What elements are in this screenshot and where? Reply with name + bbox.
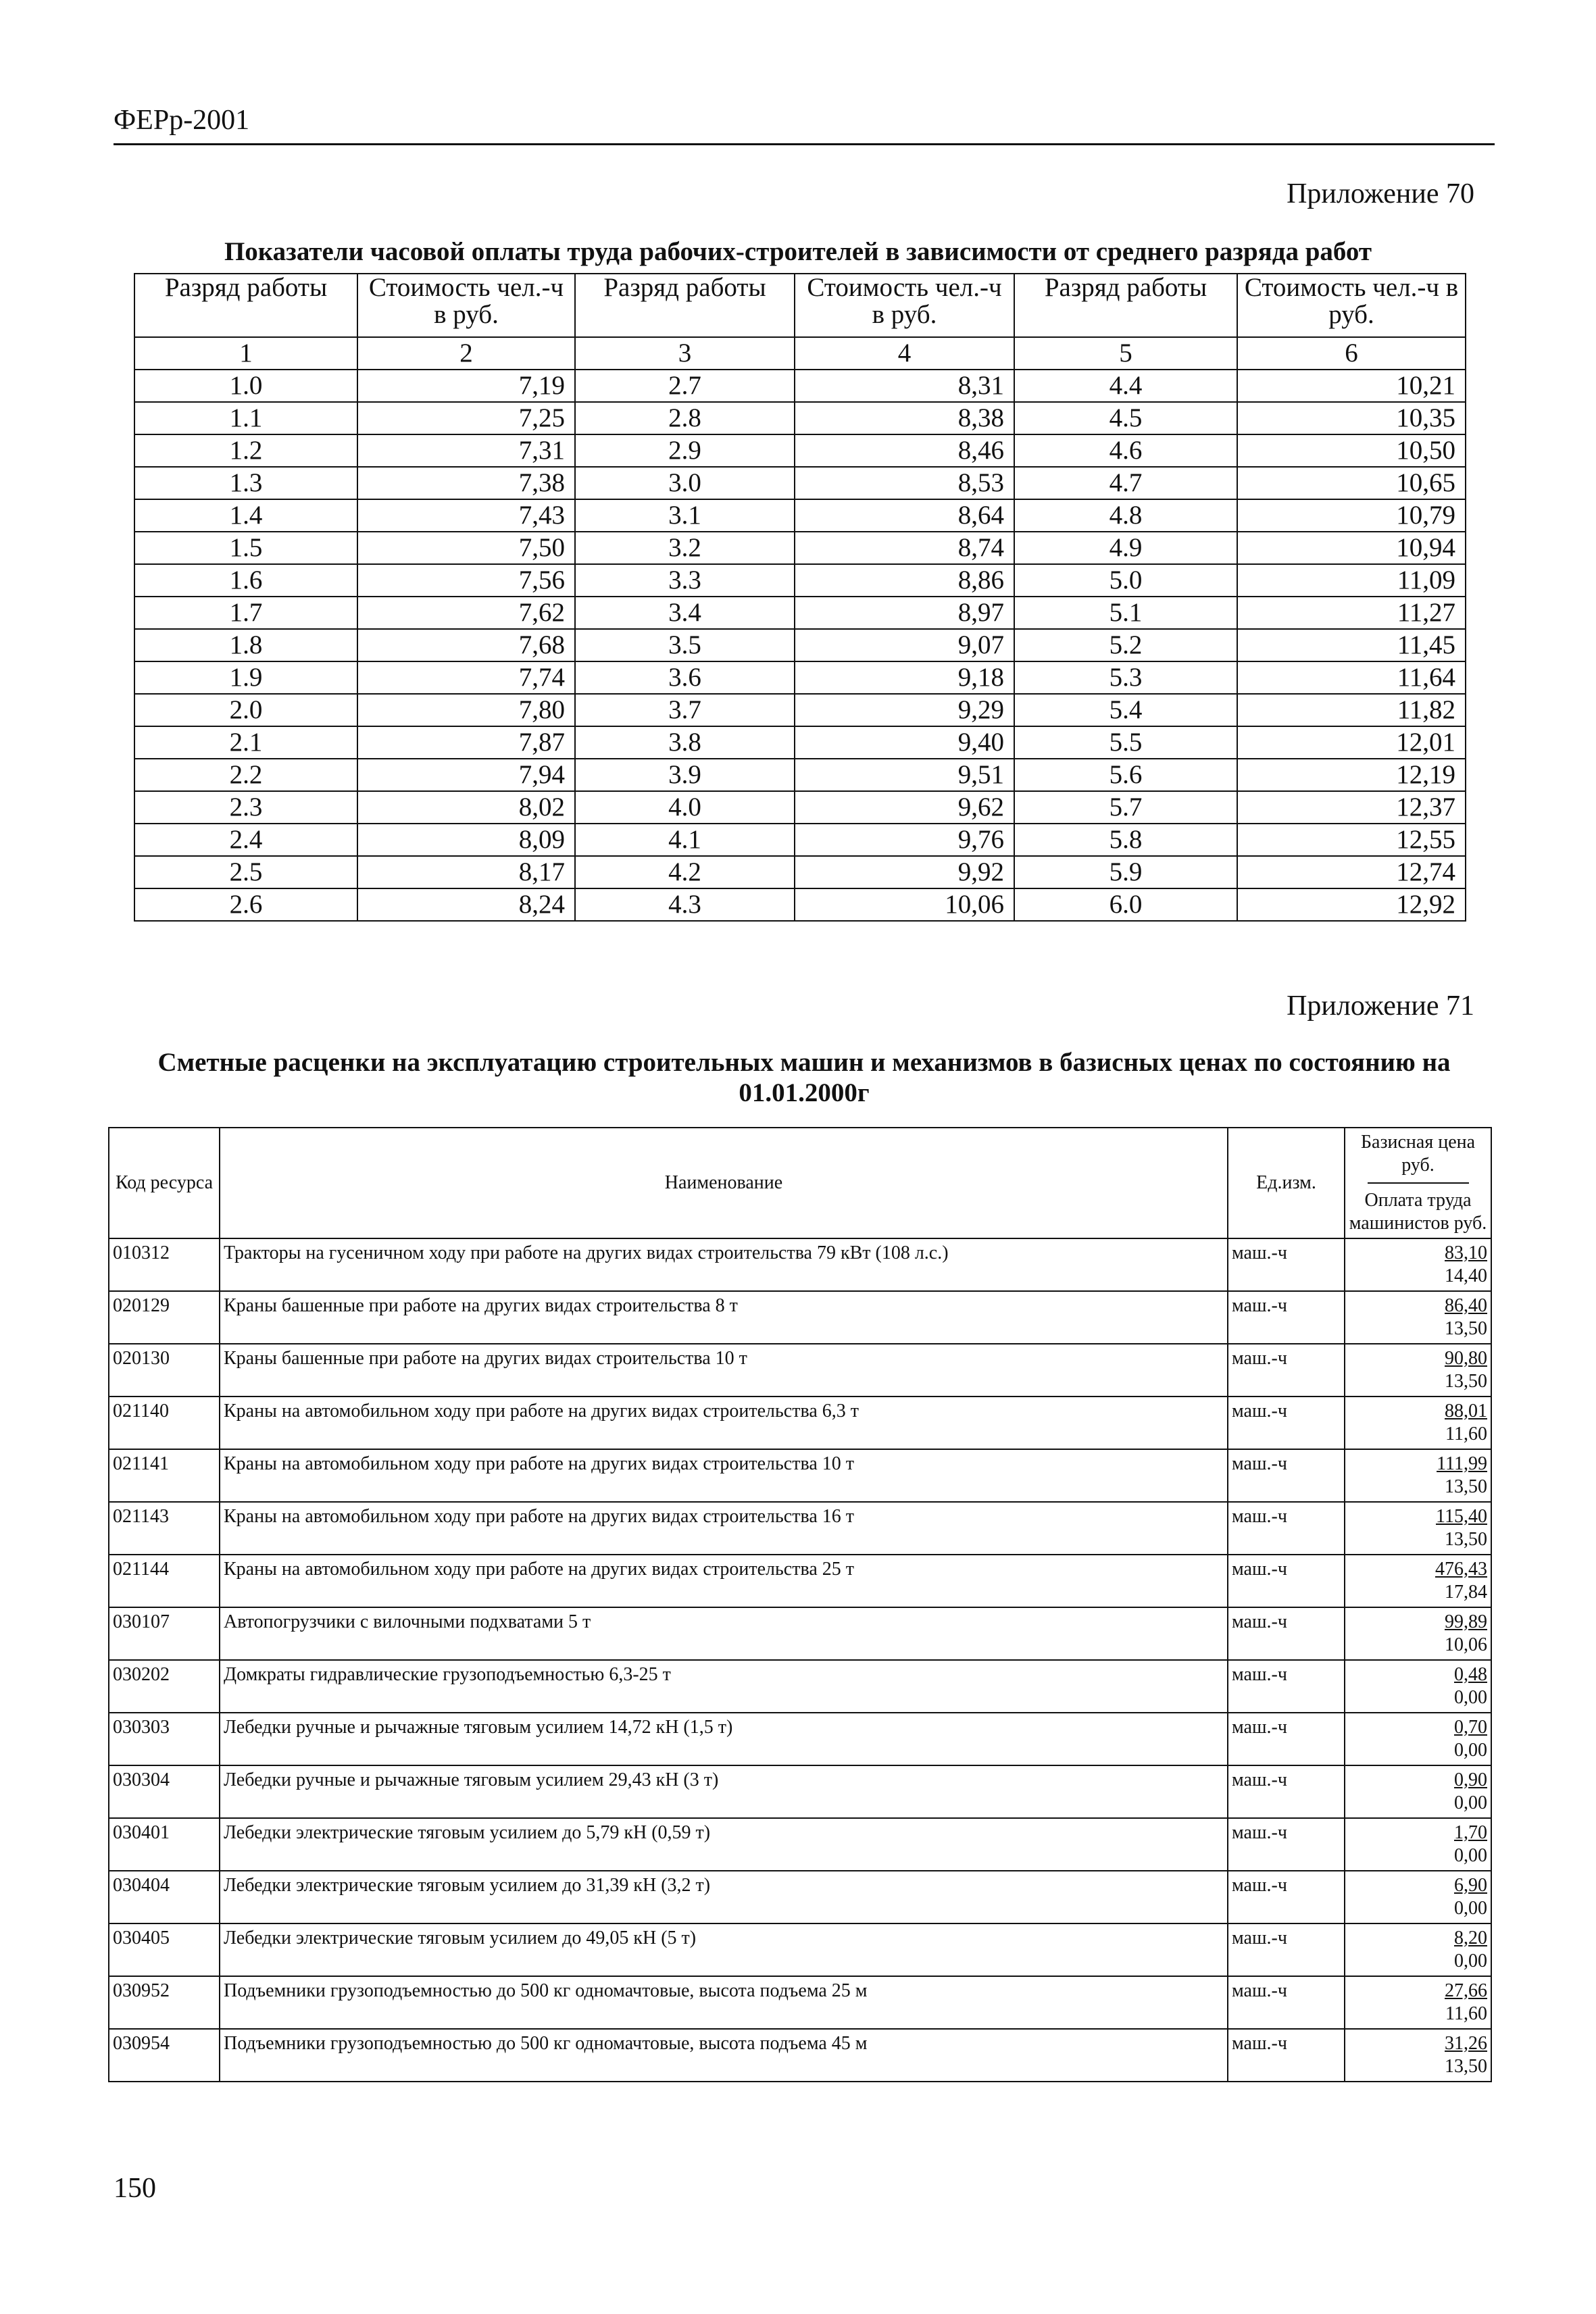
resource-code-cell: 021140 xyxy=(109,1397,220,1449)
header-cell: Разряд работы xyxy=(575,274,795,337)
table-header-row xyxy=(109,1128,1491,1238)
resource-name-cell: Краны на автомобильном ходу при работе на других видах строительства 16 т xyxy=(220,1502,1228,1555)
base-price xyxy=(1349,1558,1487,1581)
operator-wage: 11,60 xyxy=(1445,1424,1487,1444)
price-cell xyxy=(1345,1765,1491,1818)
resource-name-cell: Лебедки ручные и рычажные тяговым усилием 29,43 кН (3 т) xyxy=(220,1765,1228,1818)
wage-cell: 9,29 xyxy=(795,694,1014,726)
resource-code-cell: 021143 xyxy=(109,1502,220,1555)
wage-cell: 8,02 xyxy=(357,791,575,824)
base-price-value: 0,48 xyxy=(1454,1664,1487,1685)
base-price xyxy=(1349,1400,1487,1423)
base-price-value: 27,66 xyxy=(1445,1980,1487,2001)
header-name: Наименование xyxy=(220,1128,1228,1238)
price-cell xyxy=(1345,1660,1491,1713)
unit-cell: маш.-ч xyxy=(1228,1713,1345,1765)
unit-cell: маш.-ч xyxy=(1228,1818,1345,1871)
table-row xyxy=(134,402,1466,434)
wage-cell: 8,31 xyxy=(795,370,1014,402)
unit-cell: маш.-ч xyxy=(1228,1291,1345,1344)
grade-cell: 3.2 xyxy=(575,532,795,564)
operator-wage: 17,84 xyxy=(1445,1582,1487,1603)
base-price-value: 90,80 xyxy=(1445,1348,1487,1369)
table-row xyxy=(134,759,1466,791)
price-cell xyxy=(1345,1555,1491,1607)
operator-wage: 10,06 xyxy=(1445,1634,1487,1655)
appendix-70-label: Приложение 70 xyxy=(1287,178,1474,209)
wage-cell: 8,17 xyxy=(357,856,575,888)
unit-cell: маш.-ч xyxy=(1228,1397,1345,1449)
resource-name-cell: Краны на автомобильном ходу при работе на других видах строительства 10 т xyxy=(220,1449,1228,1502)
header-cell: Разряд работы xyxy=(134,274,357,337)
table-row xyxy=(134,694,1466,726)
unit-cell: маш.-ч xyxy=(1228,2029,1345,2082)
grade-cell: 1.6 xyxy=(134,564,357,597)
base-price-value: 88,01 xyxy=(1445,1401,1487,1422)
resource-code-cell: 030405 xyxy=(109,1923,220,1976)
price-cell xyxy=(1345,1713,1491,1765)
wage-cell: 8,86 xyxy=(795,564,1014,597)
table-row xyxy=(109,1291,1491,1344)
resource-name-cell: Автопогрузчики с вилочными подхватами 5 т xyxy=(220,1607,1228,1660)
grade-cell: 1.3 xyxy=(134,467,357,499)
wage-cell: 9,62 xyxy=(795,791,1014,824)
resource-code-cell: 030107 xyxy=(109,1607,220,1660)
base-price xyxy=(1349,1663,1487,1686)
base-price-value: 83,10 xyxy=(1445,1242,1487,1263)
header-cell: Разряд работы xyxy=(1014,274,1237,337)
resource-name-cell: Лебедки электрические тяговым усилием до 49,05 кН (5 т) xyxy=(220,1923,1228,1976)
wage-cell: 12,19 xyxy=(1237,759,1466,791)
resource-name-cell: Подъемники грузоподъемностью до 500 кг одномачтовые, высота подъема 45 м xyxy=(220,2029,1228,2082)
operator-wage: 13,50 xyxy=(1445,1318,1487,1339)
hourly-wage-table xyxy=(134,273,1466,922)
wage-cell: 12,92 xyxy=(1237,888,1466,921)
resource-name-cell: Лебедки ручные и рычажные тяговым усилием 14,72 кН (1,5 т) xyxy=(220,1713,1228,1765)
table-row xyxy=(134,434,1466,467)
operator-wage: 13,50 xyxy=(1445,1476,1487,1497)
operator-wage: 13,50 xyxy=(1445,1529,1487,1550)
document-code: ФЕРр-2001 xyxy=(114,105,250,136)
base-price xyxy=(1349,1242,1487,1265)
grade-cell: 2.8 xyxy=(575,402,795,434)
grade-cell: 1.1 xyxy=(134,402,357,434)
wage-cell: 7,80 xyxy=(357,694,575,726)
table-row xyxy=(109,1976,1491,2029)
base-price-value: 115,40 xyxy=(1436,1506,1487,1527)
price-cell xyxy=(1345,1397,1491,1449)
column-number-row xyxy=(134,337,1466,370)
wage-cell: 8,24 xyxy=(357,888,575,921)
wage-cell: 7,56 xyxy=(357,564,575,597)
table-row xyxy=(134,888,1466,921)
header-cell: Стоимость чел.-ч в руб. xyxy=(1237,274,1466,337)
wage-cell: 12,01 xyxy=(1237,726,1466,759)
page-header xyxy=(114,101,1495,145)
wage-cell: 7,68 xyxy=(357,629,575,661)
grade-cell: 4.2 xyxy=(575,856,795,888)
wage-cell: 8,53 xyxy=(795,467,1014,499)
resource-name-cell: Домкраты гидравлические грузоподъемностью 6,3-25 т xyxy=(220,1660,1228,1713)
table-row xyxy=(109,1555,1491,1607)
wage-cell: 8,09 xyxy=(357,824,575,856)
grade-cell: 5.9 xyxy=(1014,856,1237,888)
price-cell xyxy=(1345,1502,1491,1555)
grade-cell: 5.8 xyxy=(1014,824,1237,856)
column-number-cell: 4 xyxy=(795,337,1014,370)
wage-cell: 8,46 xyxy=(795,434,1014,467)
wage-cell: 7,19 xyxy=(357,370,575,402)
wage-cell: 11,82 xyxy=(1237,694,1466,726)
unit-cell: маш.-ч xyxy=(1228,1871,1345,1923)
column-number-cell: 6 xyxy=(1237,337,1466,370)
grade-cell: 3.0 xyxy=(575,467,795,499)
grade-cell: 3.4 xyxy=(575,597,795,629)
table-row xyxy=(109,1713,1491,1765)
base-price xyxy=(1349,2032,1487,2055)
grade-cell: 5.2 xyxy=(1014,629,1237,661)
grade-cell: 5.3 xyxy=(1014,661,1237,694)
table-row xyxy=(134,661,1466,694)
wage-cell: 10,06 xyxy=(795,888,1014,921)
grade-cell: 1.4 xyxy=(134,499,357,532)
grade-cell: 3.3 xyxy=(575,564,795,597)
grade-cell: 2.6 xyxy=(134,888,357,921)
header-base-price: Базисная цена руб. xyxy=(1360,1132,1476,1176)
wage-cell: 10,79 xyxy=(1237,499,1466,532)
wage-cell: 8,74 xyxy=(795,532,1014,564)
header-cell: Стоимость чел.-ч в руб. xyxy=(357,274,575,337)
grade-cell: 4.6 xyxy=(1014,434,1237,467)
header-cell: Стоимость чел.-ч в руб. xyxy=(795,274,1014,337)
resource-code-cell: 020129 xyxy=(109,1291,220,1344)
resource-code-cell: 010312 xyxy=(109,1238,220,1291)
wage-cell: 7,38 xyxy=(357,467,575,499)
base-price-value: 86,40 xyxy=(1445,1295,1487,1316)
grade-cell: 5.0 xyxy=(1014,564,1237,597)
wage-cell: 12,37 xyxy=(1237,791,1466,824)
header-unit: Ед.изм. xyxy=(1228,1128,1345,1238)
wage-cell: 8,64 xyxy=(795,499,1014,532)
column-number-cell: 3 xyxy=(575,337,795,370)
wage-cell: 10,50 xyxy=(1237,434,1466,467)
table-row xyxy=(134,370,1466,402)
table-row xyxy=(109,1607,1491,1660)
wage-cell: 10,21 xyxy=(1237,370,1466,402)
operator-wage: 0,00 xyxy=(1454,1792,1487,1813)
table-row xyxy=(134,824,1466,856)
wage-cell: 10,65 xyxy=(1237,467,1466,499)
header-price xyxy=(1345,1128,1491,1238)
grade-cell: 3.5 xyxy=(575,629,795,661)
wage-cell: 11,27 xyxy=(1237,597,1466,629)
wage-cell: 10,35 xyxy=(1237,402,1466,434)
table-row xyxy=(134,564,1466,597)
wage-cell: 7,25 xyxy=(357,402,575,434)
grade-cell: 3.7 xyxy=(575,694,795,726)
resource-name-cell: Лебедки электрические тяговым усилием до 5,79 кН (0,59 т) xyxy=(220,1818,1228,1871)
base-price-value: 31,26 xyxy=(1445,2033,1487,2054)
table-row xyxy=(134,791,1466,824)
base-price-value: 476,43 xyxy=(1435,1559,1487,1580)
table-row xyxy=(134,856,1466,888)
grade-cell: 3.1 xyxy=(575,499,795,532)
base-price xyxy=(1349,1294,1487,1317)
base-price xyxy=(1349,1927,1487,1950)
grade-cell: 5.6 xyxy=(1014,759,1237,791)
base-price-value: 1,70 xyxy=(1454,1822,1487,1843)
price-cell xyxy=(1345,1291,1491,1344)
operator-wage: 0,00 xyxy=(1454,1845,1487,1866)
table-row xyxy=(134,629,1466,661)
price-cell xyxy=(1345,1238,1491,1291)
base-price xyxy=(1349,1821,1487,1844)
unit-cell: маш.-ч xyxy=(1228,1555,1345,1607)
wage-cell: 9,18 xyxy=(795,661,1014,694)
grade-cell: 5.5 xyxy=(1014,726,1237,759)
unit-cell: маш.-ч xyxy=(1228,1344,1345,1397)
resource-code-cell: 030404 xyxy=(109,1871,220,1923)
table-row xyxy=(109,1818,1491,1871)
grade-cell: 1.7 xyxy=(134,597,357,629)
header-code: Код ресурса xyxy=(109,1128,220,1238)
operator-wage: 0,00 xyxy=(1454,1951,1487,1971)
resource-code-cell: 030202 xyxy=(109,1660,220,1713)
grade-cell: 1.0 xyxy=(134,370,357,402)
wage-cell: 7,74 xyxy=(357,661,575,694)
wage-cell: 9,51 xyxy=(795,759,1014,791)
table-row xyxy=(134,467,1466,499)
price-cell xyxy=(1345,1344,1491,1397)
wage-cell: 11,45 xyxy=(1237,629,1466,661)
resource-name-cell: Тракторы на гусеничном ходу при работе на других видах строительства 79 кВт (108 л.с.) xyxy=(220,1238,1228,1291)
wage-cell: 7,62 xyxy=(357,597,575,629)
machine-rates-table xyxy=(108,1127,1492,2082)
resource-name-cell: Краны на автомобильном ходу при работе на других видах строительства 25 т xyxy=(220,1555,1228,1607)
base-price xyxy=(1349,1980,1487,2003)
table-row xyxy=(109,1502,1491,1555)
price-cell xyxy=(1345,1818,1491,1871)
grade-cell: 4.8 xyxy=(1014,499,1237,532)
wage-cell: 7,87 xyxy=(357,726,575,759)
resource-code-cell: 030304 xyxy=(109,1765,220,1818)
grade-cell: 2.2 xyxy=(134,759,357,791)
base-price-value: 6,90 xyxy=(1454,1875,1487,1896)
grade-cell: 4.4 xyxy=(1014,370,1237,402)
operator-wage: 14,40 xyxy=(1445,1265,1487,1286)
price-cell xyxy=(1345,1871,1491,1923)
grade-cell: 2.7 xyxy=(575,370,795,402)
grade-cell: 3.9 xyxy=(575,759,795,791)
wage-cell: 7,43 xyxy=(357,499,575,532)
grade-cell: 4.3 xyxy=(575,888,795,921)
base-price xyxy=(1349,1611,1487,1634)
resource-name-cell: Краны башенные при работе на других видах строительства 8 т xyxy=(220,1291,1228,1344)
table-row xyxy=(109,1344,1491,1397)
table-header-row xyxy=(134,274,1466,337)
column-number-cell: 2 xyxy=(357,337,575,370)
column-number-cell: 1 xyxy=(134,337,357,370)
resource-name-cell: Подъемники грузоподъемностью до 500 кг одномачтовые, высота подъема 25 м xyxy=(220,1976,1228,2029)
base-price xyxy=(1349,1716,1487,1739)
grade-cell: 5.7 xyxy=(1014,791,1237,824)
unit-cell: маш.-ч xyxy=(1228,1238,1345,1291)
header-wage: Оплата труда машинистов руб. xyxy=(1349,1190,1487,1234)
appendix-71-label: Приложение 71 xyxy=(1287,990,1474,1022)
grade-cell: 5.1 xyxy=(1014,597,1237,629)
grade-cell: 1.9 xyxy=(134,661,357,694)
table-row xyxy=(109,2029,1491,2082)
grade-cell: 6.0 xyxy=(1014,888,1237,921)
base-price xyxy=(1349,1505,1487,1528)
table-row xyxy=(109,1449,1491,1502)
wage-cell: 9,92 xyxy=(795,856,1014,888)
price-cell xyxy=(1345,1449,1491,1502)
wage-cell: 7,50 xyxy=(357,532,575,564)
base-price xyxy=(1349,1347,1487,1370)
grade-cell: 2.1 xyxy=(134,726,357,759)
operator-wage: 11,60 xyxy=(1445,2003,1487,2024)
table-row xyxy=(134,597,1466,629)
resource-code-cell: 030952 xyxy=(109,1976,220,2029)
table-row xyxy=(109,1871,1491,1923)
table-row xyxy=(109,1238,1491,1291)
wage-cell: 12,55 xyxy=(1237,824,1466,856)
wage-cell: 9,40 xyxy=(795,726,1014,759)
resource-name-cell: Краны башенные при работе на других видах строительства 10 т xyxy=(220,1344,1228,1397)
grade-cell: 4.9 xyxy=(1014,532,1237,564)
base-price-value: 0,70 xyxy=(1454,1717,1487,1738)
grade-cell: 1.5 xyxy=(134,532,357,564)
grade-cell: 3.6 xyxy=(575,661,795,694)
wage-cell: 12,74 xyxy=(1237,856,1466,888)
operator-wage: 0,00 xyxy=(1454,1687,1487,1708)
operator-wage: 0,00 xyxy=(1454,1740,1487,1761)
column-number-cell: 5 xyxy=(1014,337,1237,370)
base-price xyxy=(1349,1874,1487,1897)
grade-cell: 1.8 xyxy=(134,629,357,661)
unit-cell: маш.-ч xyxy=(1228,1976,1345,2029)
price-cell xyxy=(1345,1607,1491,1660)
grade-cell: 2.4 xyxy=(134,824,357,856)
unit-cell: маш.-ч xyxy=(1228,1765,1345,1818)
unit-cell: маш.-ч xyxy=(1228,1660,1345,1713)
header-divider xyxy=(1368,1182,1469,1184)
resource-name-cell: Лебедки электрические тяговым усилием до 31,39 кН (3,2 т) xyxy=(220,1871,1228,1923)
resource-code-cell: 030954 xyxy=(109,2029,220,2082)
wage-cell: 8,97 xyxy=(795,597,1014,629)
table-row xyxy=(109,1765,1491,1818)
wage-cell: 11,64 xyxy=(1237,661,1466,694)
grade-cell: 4.7 xyxy=(1014,467,1237,499)
price-cell xyxy=(1345,1976,1491,2029)
wage-cell: 7,31 xyxy=(357,434,575,467)
base-price xyxy=(1349,1769,1487,1792)
grade-cell: 4.5 xyxy=(1014,402,1237,434)
page-number: 150 xyxy=(114,2173,156,2204)
grade-cell: 3.8 xyxy=(575,726,795,759)
resource-name-cell: Краны на автомобильном ходу при работе на других видах строительства 6,3 т xyxy=(220,1397,1228,1449)
table-row xyxy=(134,726,1466,759)
unit-cell: маш.-ч xyxy=(1228,1449,1345,1502)
price-cell xyxy=(1345,2029,1491,2082)
table-row xyxy=(109,1397,1491,1449)
resource-code-cell: 020130 xyxy=(109,1344,220,1397)
resource-code-cell: 030303 xyxy=(109,1713,220,1765)
wage-cell: 9,76 xyxy=(795,824,1014,856)
base-price-value: 99,89 xyxy=(1445,1611,1487,1632)
grade-cell: 4.0 xyxy=(575,791,795,824)
appendix-70-title: Показатели часовой оплаты труда рабочих-строителей в зависимости от среднего разряда работ xyxy=(224,237,1372,266)
resource-code-cell: 021141 xyxy=(109,1449,220,1502)
resource-code-cell: 030401 xyxy=(109,1818,220,1871)
unit-cell: маш.-ч xyxy=(1228,1502,1345,1555)
operator-wage: 13,50 xyxy=(1445,1371,1487,1392)
appendix-71-title: Сметные расценки на эксплуатацию строительных машин и механизмов в базисных ценах по состоянию на 01.01.2000г xyxy=(157,1048,1451,1107)
unit-cell: маш.-ч xyxy=(1228,1607,1345,1660)
wage-cell: 9,07 xyxy=(795,629,1014,661)
wage-cell: 7,94 xyxy=(357,759,575,791)
grade-cell: 2.9 xyxy=(575,434,795,467)
base-price-value: 111,99 xyxy=(1437,1453,1487,1474)
grade-cell: 2.3 xyxy=(134,791,357,824)
operator-wage: 13,50 xyxy=(1445,2056,1487,2077)
operator-wage: 0,00 xyxy=(1454,1898,1487,1919)
table-row xyxy=(134,499,1466,532)
grade-cell: 4.1 xyxy=(575,824,795,856)
grade-cell: 1.2 xyxy=(134,434,357,467)
wage-cell: 10,94 xyxy=(1237,532,1466,564)
grade-cell: 2.0 xyxy=(134,694,357,726)
wage-cell: 8,38 xyxy=(795,402,1014,434)
table-row xyxy=(134,532,1466,564)
price-cell xyxy=(1345,1923,1491,1976)
grade-cell: 5.4 xyxy=(1014,694,1237,726)
table-row xyxy=(109,1923,1491,1976)
base-price-value: 0,90 xyxy=(1454,1769,1487,1790)
resource-code-cell: 021144 xyxy=(109,1555,220,1607)
unit-cell: маш.-ч xyxy=(1228,1923,1345,1976)
wage-cell: 11,09 xyxy=(1237,564,1466,597)
table-row xyxy=(109,1660,1491,1713)
grade-cell: 2.5 xyxy=(134,856,357,888)
base-price xyxy=(1349,1453,1487,1476)
base-price-value: 8,20 xyxy=(1454,1928,1487,1948)
